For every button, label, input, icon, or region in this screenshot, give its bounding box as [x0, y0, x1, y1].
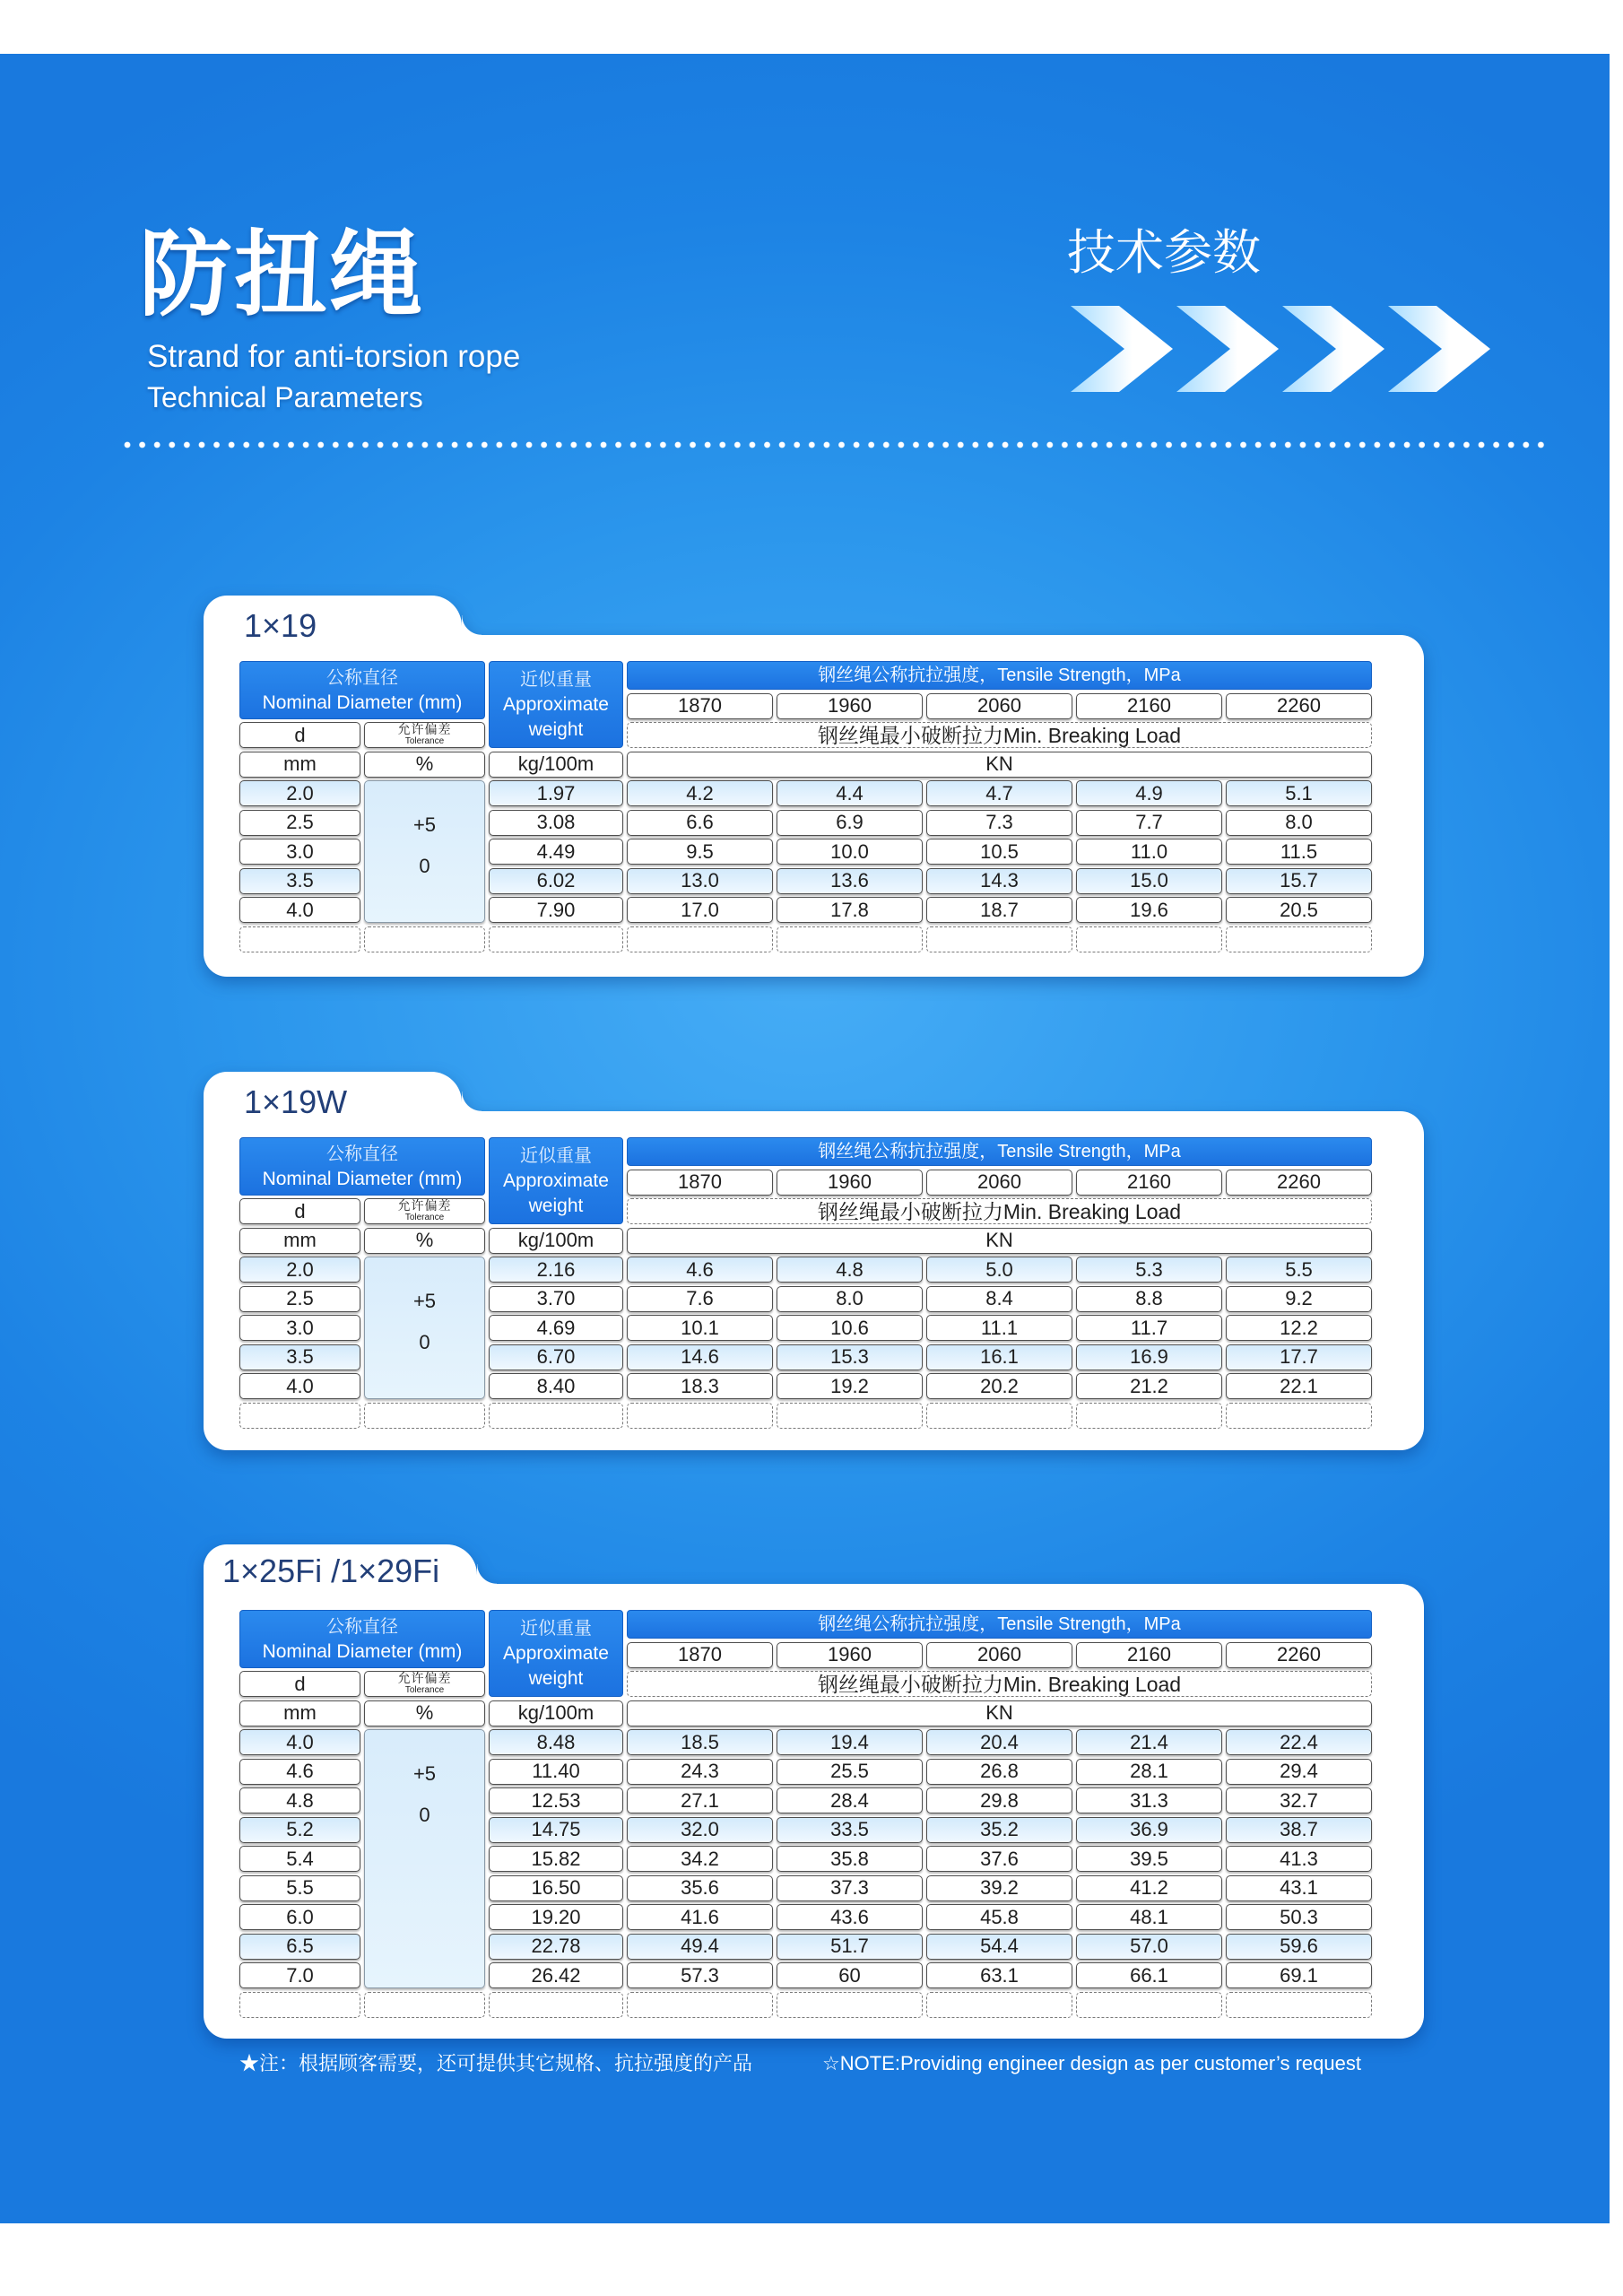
breaking-load-cell: 4.2	[627, 780, 773, 806]
diameter-cell: 5.5	[239, 1875, 360, 1901]
diameter-cell: 4.0	[239, 1373, 360, 1399]
empty-cell	[1226, 1992, 1372, 2018]
breaking-load-cell: 8.0	[777, 1286, 923, 1312]
breaking-load-cell: 11.5	[1226, 839, 1372, 865]
breaking-load-cell: 43.1	[1226, 1875, 1372, 1901]
breaking-load-cell: 14.6	[627, 1344, 773, 1370]
empty-cell	[627, 1992, 773, 2018]
section-title-cn: 技术参数	[1067, 224, 1261, 281]
breaking-load-cell: 32.0	[627, 1817, 773, 1843]
breaking-load-cell: 11.7	[1076, 1315, 1222, 1341]
approx-weight-en-2: weight	[528, 1196, 584, 1216]
empty-cell	[1076, 926, 1222, 952]
breaking-load-cell: 35.2	[926, 1817, 1072, 1843]
tolerance-value: +5	[412, 1762, 437, 1785]
breaking-load-cell: 20.2	[926, 1373, 1072, 1399]
breaking-load-cell: 10.6	[777, 1315, 923, 1341]
diameter-cell: 6.0	[239, 1904, 360, 1930]
breaking-load-cell: 7.6	[627, 1286, 773, 1312]
breaking-load-cell: 14.3	[926, 868, 1072, 894]
breaking-load-cell: 43.6	[777, 1904, 923, 1930]
empty-cell	[239, 926, 360, 952]
breaking-load-cell: 5.5	[1226, 1257, 1372, 1283]
breaking-load-cell: 4.7	[926, 780, 1072, 806]
weight-cell: 22.78	[489, 1934, 623, 1960]
weight-cell: 19.20	[489, 1904, 623, 1930]
breaking-load-cell: 19.6	[1076, 897, 1222, 923]
breaking-load-cell: 6.9	[777, 810, 923, 836]
breaking-load-cell: 15.7	[1226, 868, 1372, 894]
approx-weight-en: Approximate	[503, 1643, 609, 1664]
tolerance-cn: 允许偏差	[397, 1199, 452, 1213]
tolerance-value: +5	[412, 813, 437, 836]
approx-weight-en-2: weight	[528, 1668, 584, 1689]
tolerance-header-cell	[364, 722, 485, 748]
breaking-load-cell: 5.3	[1076, 1257, 1222, 1283]
diameter-cell: 2.5	[239, 810, 360, 836]
weight-cell: 3.08	[489, 810, 623, 836]
breaking-load-cell: 16.9	[1076, 1344, 1222, 1370]
weight-cell: 6.70	[489, 1344, 623, 1370]
strength-grade-cell: 2260	[1226, 1642, 1372, 1668]
diameter-cell: 5.4	[239, 1846, 360, 1872]
breaking-load-header: 钢丝绳最小破断拉力Min. Breaking Load	[627, 1671, 1372, 1697]
footnote-en: ☆NOTE:Providing engineer design as per customer’s request	[822, 2052, 1361, 2074]
empty-cell	[1226, 1403, 1372, 1429]
spec-table	[239, 661, 1372, 952]
weight-cell: 12.53	[489, 1787, 623, 1813]
breaking-load-cell: 39.2	[926, 1875, 1072, 1901]
empty-cell	[489, 926, 623, 952]
breaking-load-cell: 41.3	[1226, 1846, 1372, 1872]
empty-cell	[777, 1992, 923, 2018]
table-card-1x19w	[204, 1072, 1424, 1450]
empty-cell	[364, 1403, 485, 1429]
breaking-load-cell: 18.3	[627, 1373, 773, 1399]
empty-cell	[1226, 926, 1372, 952]
strength-grade-cell: 2060	[926, 1170, 1072, 1196]
breaking-load-cell: 21.2	[1076, 1373, 1222, 1399]
diameter-cell: 4.0	[239, 897, 360, 923]
breaking-load-cell: 4.6	[627, 1257, 773, 1283]
approx-weight-header	[489, 1610, 623, 1697]
spec-table	[239, 1137, 1372, 1429]
empty-cell	[1076, 1403, 1222, 1429]
approx-weight-cn: 近似重量	[520, 1144, 592, 1166]
empty-cell	[627, 1403, 773, 1429]
weight-cell: 8.40	[489, 1373, 623, 1399]
tolerance-value: 0	[419, 855, 430, 877]
breaking-load-cell: 33.5	[777, 1817, 923, 1843]
tolerance-header-cell	[364, 1671, 485, 1697]
weight-cell: 2.16	[489, 1257, 623, 1283]
breaking-load-cell: 8.4	[926, 1286, 1072, 1312]
breaking-load-cell: 19.4	[777, 1729, 923, 1755]
breaking-load-cell: 9.2	[1226, 1286, 1372, 1312]
diameter-cell: 4.8	[239, 1787, 360, 1813]
breaking-load-cell: 36.9	[1076, 1817, 1222, 1843]
diameter-cell: 6.5	[239, 1934, 360, 1960]
strength-grade-cell: 1960	[777, 1170, 923, 1196]
breaking-load-cell: 11.0	[1076, 839, 1222, 865]
product-title-cn: 防扭绳	[139, 219, 425, 329]
breaking-load-cell: 28.4	[777, 1787, 923, 1813]
unit-weight-cell: kg/100m	[489, 1700, 623, 1726]
d-header-cell: d	[239, 1198, 360, 1224]
tolerance-en: Tolerance	[404, 736, 445, 746]
breaking-load-header: 钢丝绳最小破断拉力Min. Breaking Load	[627, 1198, 1372, 1224]
tolerance-value: 0	[419, 1804, 430, 1826]
empty-cell	[489, 1403, 623, 1429]
diameter-cell: 2.0	[239, 1257, 360, 1283]
weight-cell: 4.49	[489, 839, 623, 865]
tolerance-value-cell	[364, 1257, 485, 1399]
tensile-strength-header: 钢丝绳公称抗拉强度，Tensile Strength，MPa	[627, 1610, 1372, 1639]
unit-percent-cell: %	[364, 752, 485, 778]
breaking-load-cell: 20.5	[1226, 897, 1372, 923]
breaking-load-cell: 4.9	[1076, 780, 1222, 806]
breaking-load-cell: 10.5	[926, 839, 1072, 865]
breaking-load-cell: 9.5	[627, 839, 773, 865]
d-header-cell: d	[239, 722, 360, 748]
empty-cell	[364, 1992, 485, 2018]
breaking-load-cell: 31.3	[1076, 1787, 1222, 1813]
breaking-load-cell: 57.3	[627, 1962, 773, 1988]
tolerance-en: Tolerance	[404, 1685, 445, 1695]
breaking-load-cell: 45.8	[926, 1904, 1072, 1930]
tolerance-value-cell	[364, 780, 485, 923]
breaking-load-cell: 38.7	[1226, 1817, 1372, 1843]
breaking-load-cell: 8.8	[1076, 1286, 1222, 1312]
breaking-load-cell: 8.0	[1226, 810, 1372, 836]
chevron-icon	[1176, 306, 1279, 392]
breaking-load-cell: 18.7	[926, 897, 1072, 923]
strength-grade-cell: 2160	[1076, 1642, 1222, 1668]
chevron-icon	[1388, 306, 1490, 392]
diameter-cell: 3.5	[239, 1344, 360, 1370]
diameter-cell: 7.0	[239, 1962, 360, 1988]
approx-weight-cn: 近似重量	[520, 668, 592, 690]
breaking-load-cell: 35.8	[777, 1846, 923, 1872]
breaking-load-cell: 18.5	[627, 1729, 773, 1755]
nominal-diameter-header	[239, 661, 485, 719]
breaking-load-cell: 27.1	[627, 1787, 773, 1813]
breaking-load-cell: 41.2	[1076, 1875, 1222, 1901]
approx-weight-header	[489, 661, 623, 748]
breaking-load-cell: 7.3	[926, 810, 1072, 836]
breaking-load-cell: 35.6	[627, 1875, 773, 1901]
nominal-diameter-en: Nominal Diameter (mm)	[262, 1640, 463, 1662]
strength-grade-cell: 2260	[1226, 1170, 1372, 1196]
breaking-load-cell: 48.1	[1076, 1904, 1222, 1930]
weight-cell: 11.40	[489, 1759, 623, 1785]
unit-mm-cell: mm	[239, 752, 360, 778]
approx-weight-cn: 近似重量	[520, 1617, 592, 1639]
unit-mm-cell: mm	[239, 1228, 360, 1254]
breaking-load-cell: 63.1	[926, 1962, 1072, 1988]
breaking-load-cell: 39.5	[1076, 1846, 1222, 1872]
product-subtitle-en: Technical Parameters	[147, 381, 423, 413]
tolerance-value-cell	[364, 1729, 485, 1988]
nominal-diameter-cn: 公称直径	[326, 1614, 398, 1637]
breaking-load-cell: 41.6	[627, 1904, 773, 1930]
strength-grade-cell: 1870	[627, 1642, 773, 1668]
breaking-load-cell: 15.3	[777, 1344, 923, 1370]
diameter-cell: 3.5	[239, 868, 360, 894]
weight-cell: 3.70	[489, 1286, 623, 1312]
diameter-cell: 2.5	[239, 1286, 360, 1312]
breaking-load-cell: 13.6	[777, 868, 923, 894]
breaking-load-cell: 66.1	[1076, 1962, 1222, 1988]
breaking-load-cell: 22.4	[1226, 1729, 1372, 1755]
approx-weight-en: Approximate	[503, 694, 609, 715]
diameter-cell: 3.0	[239, 839, 360, 865]
empty-cell	[364, 926, 485, 952]
breaking-load-cell: 37.3	[777, 1875, 923, 1901]
breaking-load-cell: 32.7	[1226, 1787, 1372, 1813]
breaking-load-cell: 20.4	[926, 1729, 1072, 1755]
table-label: 1×19W	[244, 1083, 348, 1120]
approx-weight-en-2: weight	[528, 719, 584, 740]
strength-grade-cell: 2060	[926, 693, 1072, 719]
nominal-diameter-cn: 公称直径	[326, 665, 398, 688]
breaking-load-header: 钢丝绳最小破断拉力Min. Breaking Load	[627, 722, 1372, 748]
diameter-cell: 4.6	[239, 1759, 360, 1785]
breaking-load-cell: 69.1	[1226, 1962, 1372, 1988]
table-card-1x19	[204, 596, 1424, 977]
nominal-diameter-header	[239, 1610, 485, 1668]
d-header-cell: d	[239, 1671, 360, 1697]
breaking-load-cell: 54.4	[926, 1934, 1072, 1960]
strength-grade-cell: 1960	[777, 693, 923, 719]
strength-grade-cell: 2060	[926, 1642, 1072, 1668]
strength-grade-cell: 1870	[627, 1170, 773, 1196]
weight-cell: 6.02	[489, 868, 623, 894]
empty-cell	[239, 1403, 360, 1429]
breaking-load-cell: 7.7	[1076, 810, 1222, 836]
chevron-icon	[1071, 306, 1173, 392]
tensile-strength-header: 钢丝绳公称抗拉强度，Tensile Strength，MPa	[627, 661, 1372, 690]
breaking-load-cell: 13.0	[627, 868, 773, 894]
breaking-load-cell: 17.8	[777, 897, 923, 923]
diameter-cell: 5.2	[239, 1817, 360, 1843]
breaking-load-cell: 16.1	[926, 1344, 1072, 1370]
breaking-load-cell: 17.7	[1226, 1344, 1372, 1370]
breaking-load-cell: 50.3	[1226, 1904, 1372, 1930]
tensile-strength-header: 钢丝绳公称抗拉强度，Tensile Strength，MPa	[627, 1137, 1372, 1166]
tolerance-header-cell	[364, 1198, 485, 1224]
approx-weight-header	[489, 1137, 623, 1224]
weight-cell: 14.75	[489, 1817, 623, 1843]
strength-grade-cell: 1960	[777, 1642, 923, 1668]
strength-grade-cell: 2260	[1226, 693, 1372, 719]
breaking-load-cell: 29.4	[1226, 1759, 1372, 1785]
unit-percent-cell: %	[364, 1700, 485, 1726]
chevron-icon	[1282, 306, 1384, 392]
empty-cell	[239, 1992, 360, 2018]
empty-cell	[926, 926, 1072, 952]
empty-cell	[777, 926, 923, 952]
unit-weight-cell: kg/100m	[489, 752, 623, 778]
table-label: 1×25Fi /1×29Fi	[222, 1552, 440, 1589]
empty-cell	[926, 1992, 1072, 2018]
breaking-load-cell: 37.6	[926, 1846, 1072, 1872]
tolerance-cn: 允许偏差	[397, 1672, 452, 1686]
weight-cell: 4.69	[489, 1315, 623, 1341]
breaking-load-cell: 5.1	[1226, 780, 1372, 806]
empty-cell	[627, 926, 773, 952]
tolerance-cn: 允许偏差	[397, 723, 452, 737]
breaking-load-cell: 26.8	[926, 1759, 1072, 1785]
breaking-load-cell: 49.4	[627, 1934, 773, 1960]
unit-kn-cell: KN	[627, 752, 1372, 778]
breaking-load-cell: 5.0	[926, 1257, 1072, 1283]
breaking-load-cell: 24.3	[627, 1759, 773, 1785]
nominal-diameter-cn: 公称直径	[326, 1142, 398, 1164]
unit-percent-cell: %	[364, 1228, 485, 1254]
strength-grade-cell: 2160	[1076, 693, 1222, 719]
tolerance-value: 0	[419, 1331, 430, 1353]
strength-grade-cell: 2160	[1076, 1170, 1222, 1196]
breaking-load-cell: 25.5	[777, 1759, 923, 1785]
weight-cell: 15.82	[489, 1846, 623, 1872]
breaking-load-cell: 11.1	[926, 1315, 1072, 1341]
diameter-cell: 4.0	[239, 1729, 360, 1755]
approx-weight-en: Approximate	[503, 1170, 609, 1191]
table-card-1x25fi-1x29fi	[204, 1544, 1424, 2039]
breaking-load-cell: 60	[777, 1962, 923, 1988]
spec-table	[239, 1610, 1372, 2018]
tolerance-en: Tolerance	[404, 1213, 445, 1222]
breaking-load-cell: 57.0	[1076, 1934, 1222, 1960]
unit-mm-cell: mm	[239, 1700, 360, 1726]
breaking-load-cell: 34.2	[627, 1846, 773, 1872]
tolerance-value: +5	[412, 1290, 437, 1312]
chevron-arrows	[1071, 305, 1492, 393]
unit-kn-cell: KN	[627, 1228, 1372, 1254]
breaking-load-cell: 59.6	[1226, 1934, 1372, 1960]
weight-cell: 26.42	[489, 1962, 623, 1988]
breaking-load-cell: 51.7	[777, 1934, 923, 1960]
nominal-diameter-header	[239, 1137, 485, 1196]
breaking-load-cell: 4.8	[777, 1257, 923, 1283]
breaking-load-cell: 12.2	[1226, 1315, 1372, 1341]
table-label: 1×19	[244, 607, 317, 644]
breaking-load-cell: 22.1	[1226, 1373, 1372, 1399]
breaking-load-cell: 4.4	[777, 780, 923, 806]
breaking-load-cell: 21.4	[1076, 1729, 1222, 1755]
diameter-cell: 2.0	[239, 780, 360, 806]
weight-cell: 1.97	[489, 780, 623, 806]
empty-cell	[489, 1992, 623, 2018]
nominal-diameter-en: Nominal Diameter (mm)	[262, 1168, 463, 1189]
weight-cell: 16.50	[489, 1875, 623, 1901]
breaking-load-cell: 28.1	[1076, 1759, 1222, 1785]
breaking-load-cell: 10.0	[777, 839, 923, 865]
nominal-diameter-en: Nominal Diameter (mm)	[262, 691, 463, 713]
empty-cell	[1076, 1992, 1222, 2018]
weight-cell: 7.90	[489, 897, 623, 923]
breaking-load-cell: 29.8	[926, 1787, 1072, 1813]
card-tab	[204, 596, 462, 658]
weight-cell: 8.48	[489, 1729, 623, 1755]
breaking-load-cell: 15.0	[1076, 868, 1222, 894]
breaking-load-cell: 10.1	[627, 1315, 773, 1341]
unit-kn-cell: KN	[627, 1700, 1372, 1726]
diameter-cell: 3.0	[239, 1315, 360, 1341]
footnote-cn: ★注：根据顾客需要，还可提供其它规格、抗拉强度的产品	[239, 2052, 753, 2074]
strength-grade-cell: 1870	[627, 693, 773, 719]
empty-cell	[777, 1403, 923, 1429]
product-title-en: Strand for anti-torsion rope	[147, 339, 521, 374]
breaking-load-cell: 17.0	[627, 897, 773, 923]
unit-weight-cell: kg/100m	[489, 1228, 623, 1254]
dotted-divider	[124, 441, 1549, 448]
empty-cell	[926, 1403, 1072, 1429]
breaking-load-cell: 19.2	[777, 1373, 923, 1399]
breaking-load-cell: 6.6	[627, 810, 773, 836]
